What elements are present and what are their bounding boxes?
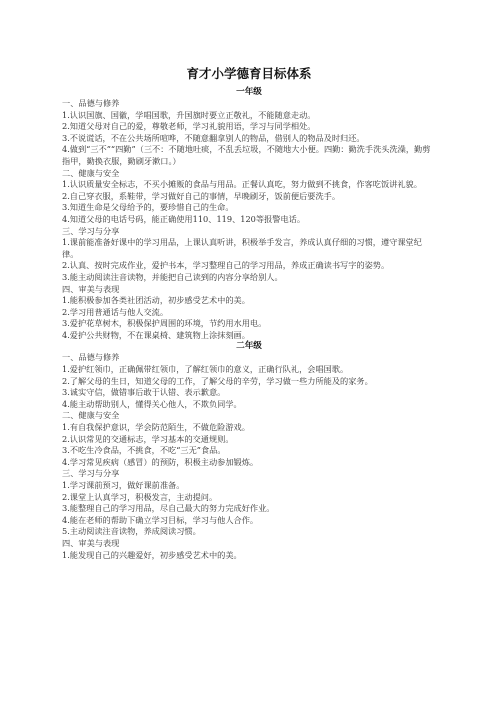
- grade1-section4-item: 4.爱护公共财物，不在课桌椅、建筑物上涂抹刻画。: [62, 329, 250, 340]
- grade2-section3-heading: 三、学习与分享: [62, 468, 120, 479]
- grade2-section2-item: 1.有自我保护意识，学会防范陌生，不做危险游戏。: [62, 422, 250, 433]
- grade1-section3-heading: 三、学习与分享: [62, 225, 120, 236]
- grade2-section1-item: 3.诚实守信，做错事后敢于认错、表示歉意。: [62, 387, 226, 398]
- grade2-section1-item: 1.爱护红领巾，正确佩带红领巾，了解红领巾的意义，正确行队礼，会唱国歌。: [62, 364, 349, 375]
- grade2-section1-item: 2.了解父母的生日，知道父母的工作，了解父母的辛劳，学习做一些力所能及的家务。: [62, 375, 373, 386]
- grade1-section4-heading: 四、审美与表现: [62, 283, 120, 294]
- grade2-section2-item: 4.学习常见疾病（感冒）的预防，积极主动参加锻炼。: [62, 456, 259, 467]
- grade1-section2-item: 3.知道生命是父母给予的，要珍惜自己的生命。: [62, 202, 234, 213]
- grade1-section3-item: 2.认真、按时完成作业，爱护书本，学习整理自己的学习用品，养成正确读书写字的姿势。: [62, 260, 390, 271]
- grade1-section1-item: 2.知道父母对自己的爱，尊敬老师，学习礼貌用语，学习与同学相处。: [62, 121, 316, 132]
- grade2-section4-item: 1.能发现自己的兴趣爱好，初步感受艺术中的美。: [62, 549, 242, 560]
- grade2-section1-item: 4.能主动帮助别人，懂得关心他人，不欺负同学。: [62, 398, 242, 409]
- grade1-section2-heading: 二、健康与安全: [62, 167, 120, 178]
- grade2-section3-item: 1.学习课前预习，做好课前准备。: [62, 480, 185, 490]
- grade1-section3-item: 3.能主动阅读注音读物，并能把自己读到的内容分享给别人。: [62, 271, 283, 282]
- grade1-section1-item: 1.认识国旗、国徽，学唱国歌，升国旗时要立正敬礼，不能随意走动。: [62, 109, 316, 120]
- grade1-section4-item: 3.爱护花草树木，积极保护周围的环境，节约用水用电。: [62, 318, 267, 329]
- grade1-section1-item: 3.不说谎话，不在公共场所喧哗，不随意翻拿别人的物品，借别人的物品及时归还。: [62, 132, 365, 143]
- grade2-section1-heading: 一、品德与修养: [62, 352, 120, 363]
- grade2-section4-heading: 四、审美与表现: [62, 537, 120, 548]
- grade1-section4-item: 2.学习用普通话与他人交流。: [62, 306, 169, 317]
- grade2-section3-item: 2.课堂上认真学习，积极发言，主动提问。: [62, 491, 218, 502]
- grade1-section2-item: 2.自己穿衣服，系鞋带，学习做好自己的事情，早晚刷牙，饭前便后要洗手。: [62, 190, 341, 201]
- grade2-section3-item: 4.能在老师的帮助下确立学习目标，学习与他人合作。: [62, 514, 259, 525]
- grade2-section3-item: 5.主动阅读注音读物，养成阅读习惯。: [62, 526, 201, 537]
- grade2-section2-heading: 二、健康与安全: [62, 410, 120, 421]
- document-title: 育才小学德育目标体系: [186, 66, 312, 81]
- grade1-section1-item: 4.做到“三不”“四勤”（三不：不随地吐痰，不乱丢垃圾，不随地大小便。四勤：勤洗手洗头洗澡，勤剪指甲，勤换衣服，勤刷牙漱口。）: [62, 144, 431, 166]
- grade1-section2-item: 1.认识质量安全标志，不买小摊贩的食品与用品。正餐认真吃，努力做到不挑食，作客吃饭讲礼貌。: [62, 179, 422, 190]
- grade1-section3-item: 1.课前能准备好课中的学习用品，上课认真听讲，积极举手发言，养成认真仔细的习惯，遵守课堂纪律。: [62, 237, 422, 259]
- grade2-section2-item: 3.不吃生冷食品，不挑食，不吃“三无”食品。: [62, 445, 226, 456]
- grade2-title: 二年级: [236, 341, 262, 352]
- grade1-section1-heading: 一、品德与修养: [62, 98, 120, 108]
- grade1-section4-item: 1.能积极参加各类社团活动，初步感受艺术中的美。: [62, 295, 250, 306]
- grade1-section2-item: 4.知道父母的电话号码，能正确使用110、119、120等报警电话。: [62, 213, 306, 224]
- grade2-section2-item: 2.认识常见的交通标志，学习基本的交通规则。: [62, 433, 234, 444]
- grade2-section3-item: 3.能整理自己的学习用品，尽自己最大的努力完成好作业。: [62, 503, 275, 514]
- grade1-title: 一年级: [236, 87, 262, 97]
